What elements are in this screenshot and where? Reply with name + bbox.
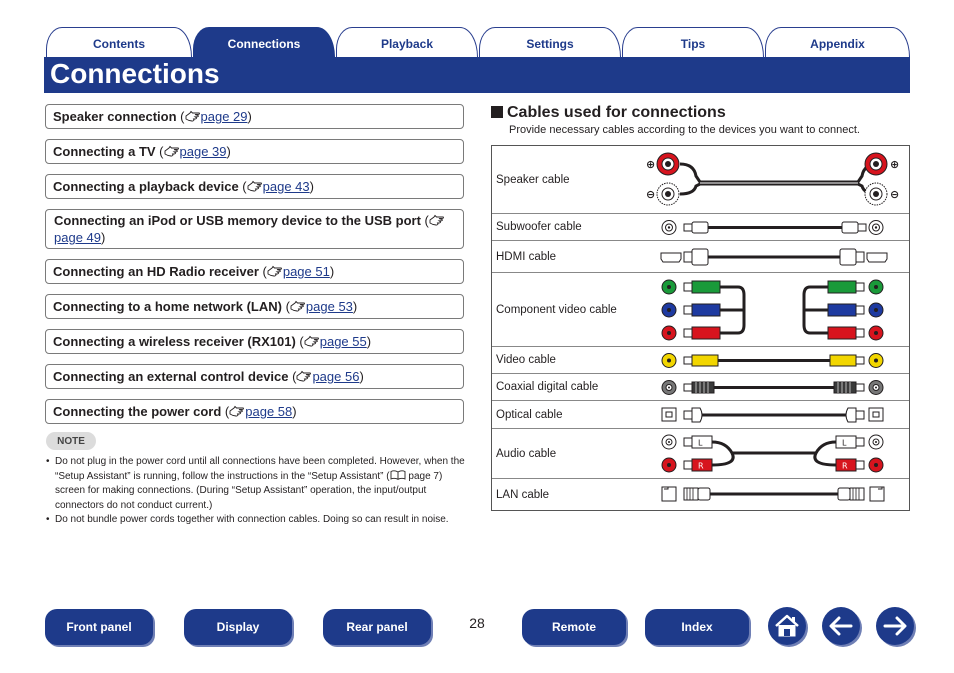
link-paren-close: ) <box>352 299 358 314</box>
cable-row-coaxial <box>492 374 909 401</box>
tab-playback[interactable] <box>336 27 478 57</box>
hdmi-cable-icon <box>660 241 890 273</box>
hand-pointer-icon <box>304 335 320 347</box>
cable-name: Component video cable <box>496 303 617 316</box>
link-item[interactable] <box>45 294 464 319</box>
link-item[interactable] <box>45 364 464 389</box>
subwoofer-cable-icon <box>660 214 890 241</box>
video-cable-icon <box>660 347 890 374</box>
link-page-ref[interactable]: page 39 <box>179 144 227 159</box>
link-page-ref[interactable]: page 58 <box>245 404 293 419</box>
cable-name: Subwoofer cable <box>496 221 582 233</box>
cable-name: LAN cable <box>496 488 550 501</box>
link-paren-close: ) <box>359 369 364 384</box>
link-paren-close: ) <box>292 404 297 419</box>
link-item[interactable] <box>45 174 464 199</box>
note-text: page 7) screen for making connections. (During “Setup Assistant” operation, the input/output connectors do not conduct current.) <box>55 470 443 511</box>
coaxial-cable-icon <box>660 374 890 401</box>
link-item[interactable] <box>45 209 464 249</box>
link-paren-close: ) <box>329 264 335 279</box>
link-label: Connecting a TV <box>53 144 156 159</box>
remote-button[interactable]: Remote <box>522 609 626 645</box>
svg-text:⊕: ⊕ <box>646 158 656 171</box>
cable-name: Coaxial digital cable <box>496 381 599 393</box>
note-item <box>46 513 466 528</box>
forward-button[interactable] <box>876 607 914 645</box>
cable-row-optical <box>492 401 909 429</box>
link-paren-close: ) <box>366 334 372 349</box>
cable-name: Speaker cable <box>496 173 570 186</box>
tab-label: Tips <box>680 37 706 51</box>
hand-pointer-icon <box>185 110 201 122</box>
cable-row-speaker <box>492 146 909 214</box>
front-panel-button[interactable]: Front panel <box>45 609 153 645</box>
tab-label: Appendix <box>810 37 865 51</box>
hand-pointer-icon <box>429 214 445 226</box>
link-paren-open: ( <box>221 404 230 419</box>
link-item[interactable] <box>45 329 464 354</box>
svg-text:R: R <box>842 461 848 471</box>
hand-pointer-icon <box>290 300 306 312</box>
speaker-cable-icon <box>646 146 910 214</box>
tab-settings[interactable] <box>479 27 621 57</box>
link-label: Speaker connection <box>53 109 177 124</box>
svg-text:⊖: ⊖ <box>646 188 656 201</box>
link-paren-open: ( <box>176 109 185 124</box>
link-paren-close: ) <box>226 144 231 159</box>
link-item[interactable] <box>45 139 464 164</box>
home-icon <box>768 607 806 645</box>
section-subtitle: Provide necessary cables according to the devices you want to connect. <box>509 124 860 136</box>
cable-name: Video cable <box>496 354 556 366</box>
link-label: Connecting a wireless receiver (RX101) <box>53 334 296 349</box>
cable-row-subwoofer <box>492 214 909 241</box>
tab-label: Playback <box>380 37 434 51</box>
link-page-ref[interactable]: page 49 <box>54 230 101 245</box>
index-button[interactable]: Index <box>645 609 749 645</box>
cable-name: Audio cable <box>496 447 557 460</box>
back-button[interactable] <box>822 607 860 645</box>
notes-list <box>46 455 466 528</box>
note-item <box>46 455 466 513</box>
arrow-right-icon <box>876 607 914 645</box>
book-icon <box>390 470 406 480</box>
hand-pointer-icon <box>247 180 263 192</box>
component-right <box>804 280 883 340</box>
link-item[interactable] <box>45 259 464 284</box>
link-paren-open: ( <box>238 179 247 194</box>
page-number: 28 <box>469 615 485 631</box>
link-paren-open: ( <box>295 334 304 349</box>
svg-text:⊖: ⊖ <box>890 188 900 201</box>
component-cable-icon <box>660 273 890 347</box>
note-text: Do not plug in the power cord until all connections have been completed. However, when the “Setup Assistant” is running, follow the instructions in the “Setup Assistant” ( <box>55 456 465 482</box>
page-title: Connections <box>50 58 220 89</box>
section-heading-text: Cables used for connections <box>507 104 726 121</box>
cable-name: Optical cable <box>496 408 563 421</box>
link-paren-open: ( <box>155 144 164 159</box>
link-item[interactable] <box>45 399 464 424</box>
hand-pointer-icon <box>296 370 312 382</box>
hand-pointer-icon <box>229 405 245 417</box>
tab-label: Settings <box>526 37 574 51</box>
link-item[interactable] <box>45 104 464 129</box>
note-badge: NOTE <box>46 432 96 450</box>
link-paren-open: ( <box>288 369 297 384</box>
link-page-ref[interactable]: page 51 <box>282 264 330 279</box>
hand-pointer-icon <box>164 145 180 157</box>
svg-text:R: R <box>698 461 704 471</box>
link-page-ref[interactable]: page 43 <box>262 179 310 194</box>
tab-connections[interactable] <box>193 27 335 57</box>
cable-row-video <box>492 347 909 374</box>
link-page-ref[interactable]: page 56 <box>312 369 360 384</box>
display-button[interactable]: Display <box>184 609 292 645</box>
svg-text:L: L <box>842 438 847 448</box>
section-heading <box>491 104 726 122</box>
tab-appendix[interactable] <box>765 27 910 57</box>
link-paren-open: ( <box>420 213 429 228</box>
lan-cable-icon <box>660 479 890 510</box>
cable-name: HDMI cable <box>496 250 557 263</box>
top-tab-bar <box>46 27 910 57</box>
link-paren-close: ) <box>101 230 106 245</box>
link-label: Connecting an external control device <box>53 369 289 384</box>
link-label: Connecting a playback device <box>53 179 239 194</box>
cable-row-lan <box>492 479 909 510</box>
component-left <box>662 280 744 340</box>
tab-label: Contents <box>93 37 145 51</box>
link-label: Connecting to a home network (LAN) <box>53 299 282 314</box>
link-label: Connecting an iPod or USB memory device to the USB port <box>54 213 421 228</box>
link-page-ref[interactable]: page 55 <box>319 334 367 349</box>
audio-cable-icon <box>660 429 890 479</box>
rear-panel-button[interactable]: Rear panel <box>323 609 431 645</box>
arrow-left-icon <box>822 607 860 645</box>
link-paren-close: ) <box>309 179 314 194</box>
home-button[interactable] <box>768 607 806 645</box>
svg-text:L: L <box>698 438 703 448</box>
cable-row-hdmi <box>492 241 909 273</box>
tab-label: Connections <box>227 37 301 51</box>
tab-tips[interactable] <box>622 27 764 57</box>
cable-row-audio <box>492 429 909 479</box>
link-label: Connecting the power cord <box>53 404 222 419</box>
optical-cable-icon <box>660 401 890 429</box>
note-text: Do not bundle power cords together with connection cables. Doing so can result in noise. <box>55 514 449 525</box>
title-bar <box>44 57 910 93</box>
link-paren-open: ( <box>258 264 267 279</box>
cable-row-component <box>492 273 909 347</box>
link-page-ref[interactable]: page 53 <box>305 299 353 314</box>
link-page-ref[interactable]: page 29 <box>200 109 248 124</box>
link-paren-open: ( <box>281 299 290 314</box>
tab-contents[interactable] <box>46 27 192 57</box>
link-label: Connecting an HD Radio receiver <box>53 264 259 279</box>
cable-table <box>491 145 910 511</box>
svg-text:⊕: ⊕ <box>890 158 900 171</box>
hand-pointer-icon <box>267 265 283 277</box>
link-paren-close: ) <box>247 109 252 124</box>
square-bullet-icon <box>491 106 503 118</box>
